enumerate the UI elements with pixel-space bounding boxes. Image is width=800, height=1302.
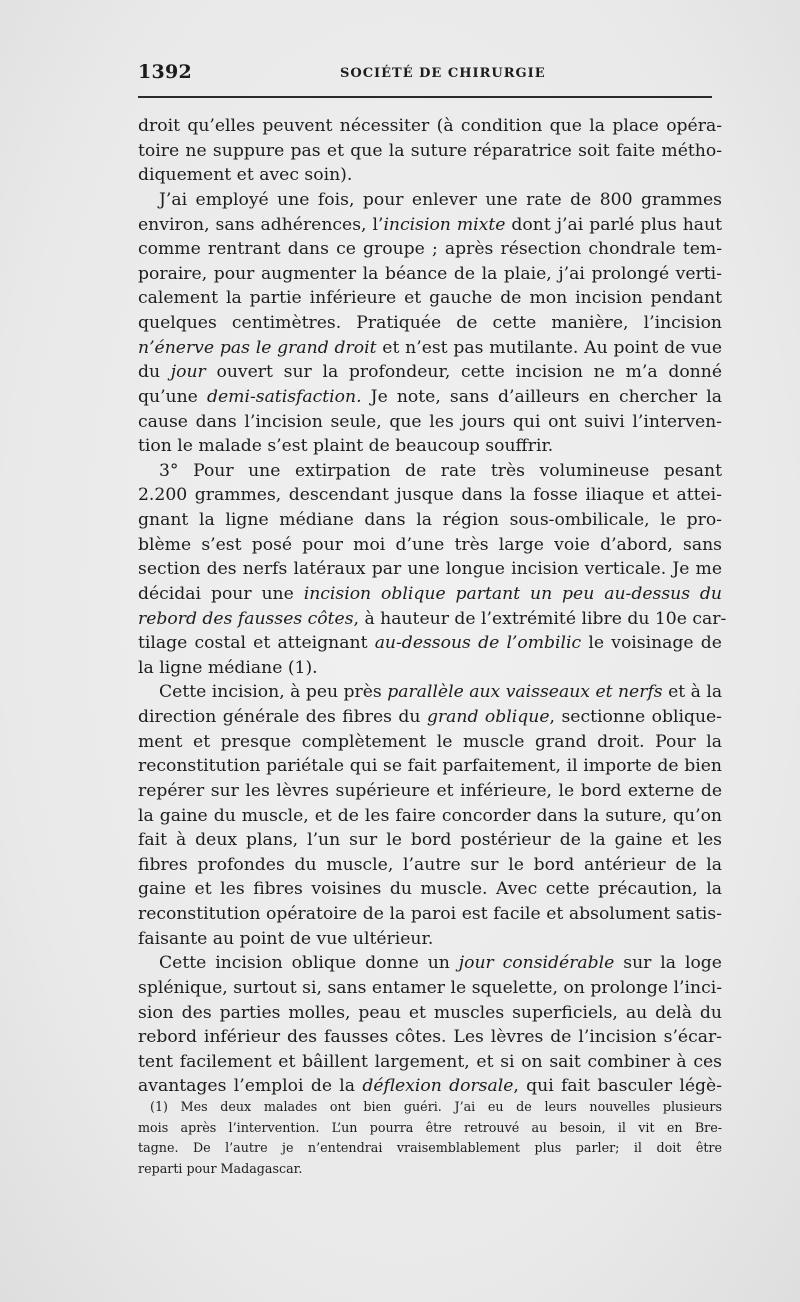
text-segment: gnant la ligne médiane dans la région sous-ombilicale, le pro- xyxy=(138,510,722,530)
text-segment: diquement et avec soin). xyxy=(138,165,353,186)
footnote-line: mois après l’intervention. L’un pourra être retrouvé au besoin, il vit en Bre- xyxy=(138,1119,722,1135)
text-segment: du xyxy=(138,362,171,383)
text-line xyxy=(138,705,722,730)
italic-phrase: parallèle aux vaisseaux et nerfs xyxy=(387,682,663,703)
text-line xyxy=(138,607,727,632)
text-segment: fibres profondes du muscle, l’autre sur le bord antérieur de la xyxy=(138,854,722,875)
text-line xyxy=(138,360,722,385)
italic-phrase: jour xyxy=(170,362,206,383)
text-line xyxy=(138,951,722,976)
text-line xyxy=(138,188,722,213)
page-number: 1392 xyxy=(138,61,193,83)
text-line xyxy=(138,533,722,558)
text-segment: 3° Pour une extirpation de rate très volumineuse pesant xyxy=(159,460,722,481)
italic-phrase: demi-satisfaction. xyxy=(206,386,362,407)
text-line xyxy=(138,262,722,287)
text-segment: rebord inférieur des fausses côtes. Les lèvres de l’incision s’écar- xyxy=(138,1027,722,1048)
running-head: SOCIÉTÉ DE CHIRURGIE xyxy=(340,66,546,81)
text-line xyxy=(138,779,722,804)
text-line xyxy=(138,631,722,656)
text-line xyxy=(138,680,722,705)
text-segment: la gaine du muscle, et de les faire concorder dans la suture, qu’on xyxy=(138,805,722,826)
text-line xyxy=(138,754,722,779)
text-line xyxy=(138,163,722,188)
text-segment: droit qu’elles peuvent nécessiter (à condition que la place opéra- xyxy=(138,116,722,136)
text-line xyxy=(138,336,722,361)
text-segment: quelques centimètres. Pratiquée de cette manière, l’incision xyxy=(138,313,722,333)
text-line xyxy=(138,730,722,755)
footnote-line: reparti pour Madagascar. xyxy=(138,1160,303,1176)
footnote-line: tagne. De l’autre je n’entendrai vraisemblablement plus parler; il doit être xyxy=(138,1140,722,1155)
text-segment: Je note, sans d’ailleurs en chercher la xyxy=(361,386,722,407)
text-segment: , à hauteur de l’extrémité libre du 10e car- xyxy=(353,608,727,629)
text-line xyxy=(138,1001,722,1026)
text-segment: cause dans l’incision seule, que les jours qui ont suivi l’interven- xyxy=(138,411,722,432)
text-segment: sur la loge xyxy=(614,953,722,974)
text-line xyxy=(138,483,722,508)
text-segment: gaine et les fibres voisines du muscle. Avec cette précaution, la xyxy=(138,879,722,900)
text-segment: , sectionne oblique- xyxy=(549,707,722,727)
italic-phrase: n’énerve pas le grand droit xyxy=(138,337,377,358)
page-header xyxy=(138,58,728,88)
italic-phrase: grand oblique xyxy=(426,707,550,727)
text-segment: reconstitution opératoire de la paroi est facile et absolument satis- xyxy=(138,904,722,924)
text-line xyxy=(138,1050,722,1075)
text-line xyxy=(138,434,722,459)
body-text xyxy=(138,114,727,1099)
italic-phrase: rebord des fausses côtes xyxy=(138,608,354,629)
text-line xyxy=(138,311,722,336)
text-segment: fait à deux plans, l’un sur le bord postérieur de la gaine et les xyxy=(138,830,722,851)
text-segment: poraire, pour augmenter la béance de la plaie, j’ai prolongé verti- xyxy=(138,263,722,284)
text-segment: et à la xyxy=(662,682,723,703)
text-segment: tion le malade s’est plaint de beaucoup souffrir. xyxy=(138,436,554,457)
text-line xyxy=(138,927,722,952)
text-line xyxy=(138,508,722,533)
text-line xyxy=(138,385,722,410)
text-segment: Cette incision oblique donne un xyxy=(159,953,459,974)
text-segment: sion des parties molles, peau et muscles superficiels, au delà du xyxy=(138,1002,722,1023)
text-segment: environ, sans adhérences, l’ xyxy=(138,214,384,235)
text-line xyxy=(138,139,722,164)
text-segment: la ligne médiane (1). xyxy=(138,657,318,678)
text-line xyxy=(138,1074,722,1099)
text-line xyxy=(138,582,722,607)
text-segment: repérer sur les lèvres supérieure et inférieure, le bord externe de xyxy=(138,780,722,801)
text-segment: ouvert sur la profondeur, cette incision ne m’a donné xyxy=(205,362,722,383)
italic-phrase: incision mixte xyxy=(383,214,506,235)
text-line xyxy=(138,213,722,238)
text-segment: ment et presque complètement le muscle grand droit. Pour la xyxy=(138,731,722,752)
text-segment: décidai pour une xyxy=(138,583,304,604)
italic-phrase: au-dessous de l’ombilic xyxy=(374,633,582,654)
text-line xyxy=(138,828,722,853)
text-line xyxy=(138,557,722,582)
text-segment: qu’une xyxy=(138,386,207,407)
text-segment: tent facilement et bâillent largement, et si on sait combiner à ces xyxy=(138,1051,722,1072)
footnote-line: (1) Mes deux malades ont bien guéri. J’ai eu de leurs nouvelles plusieurs xyxy=(150,1099,722,1114)
text-segment: avantages l’emploi de la xyxy=(138,1076,363,1097)
text-segment: , qui fait basculer légè- xyxy=(513,1076,722,1097)
text-segment: Cette incision, à peu près xyxy=(159,682,388,703)
text-line xyxy=(138,410,722,435)
italic-phrase: jour considérable xyxy=(458,953,615,974)
text-line xyxy=(138,286,722,311)
text-segment: reconstitution pariétale qui se fait parfaitement, il importe de bien xyxy=(138,756,722,777)
text-line xyxy=(138,976,722,1001)
text-line xyxy=(138,459,722,484)
text-line xyxy=(138,1025,722,1050)
text-segment: tilage costal et atteignant xyxy=(138,633,375,654)
text-line xyxy=(138,853,722,878)
text-segment: faisante au point de vue ultérieur. xyxy=(138,928,434,949)
header-rule xyxy=(138,96,712,98)
text-line xyxy=(138,804,722,829)
text-segment: le voisinage de xyxy=(581,633,722,654)
text-segment: et n’est pas mutilante. Au point de vue xyxy=(376,337,722,358)
text-segment: section des nerfs latéraux par une longue incision verticale. Je me xyxy=(138,559,722,580)
text-line xyxy=(138,237,722,262)
text-segment: splénique, surtout si, sans entamer le squelette, on prolonge l’inci- xyxy=(138,977,722,998)
text-line xyxy=(138,114,722,139)
text-segment: 2.200 grammes, descendant jusque dans la fosse iliaque et attei- xyxy=(138,485,722,506)
italic-phrase: incision oblique partant un peu au-dessus du xyxy=(303,583,722,604)
text-segment: direction générale des fibres du xyxy=(138,707,427,727)
text-segment: calement la partie inférieure et gauche de mon incision pendant xyxy=(138,288,722,309)
text-line xyxy=(138,656,722,681)
text-segment: blème s’est posé pour moi d’une très large voie d’abord, sans xyxy=(138,534,722,555)
text-segment: dont j’ai parlé plus haut xyxy=(505,214,722,235)
text-segment: comme rentrant dans ce groupe ; après résection chondrale tem- xyxy=(138,239,722,260)
text-line xyxy=(138,877,722,902)
italic-phrase: déflexion dorsale xyxy=(362,1076,514,1097)
text-line xyxy=(138,902,722,927)
text-segment: toire ne suppure pas et que la suture réparatrice soit faite métho- xyxy=(138,140,722,161)
footnote-block xyxy=(138,1097,722,1179)
text-segment: J’ai employé une fois, pour enlever une rate de 800 grammes xyxy=(159,189,722,210)
